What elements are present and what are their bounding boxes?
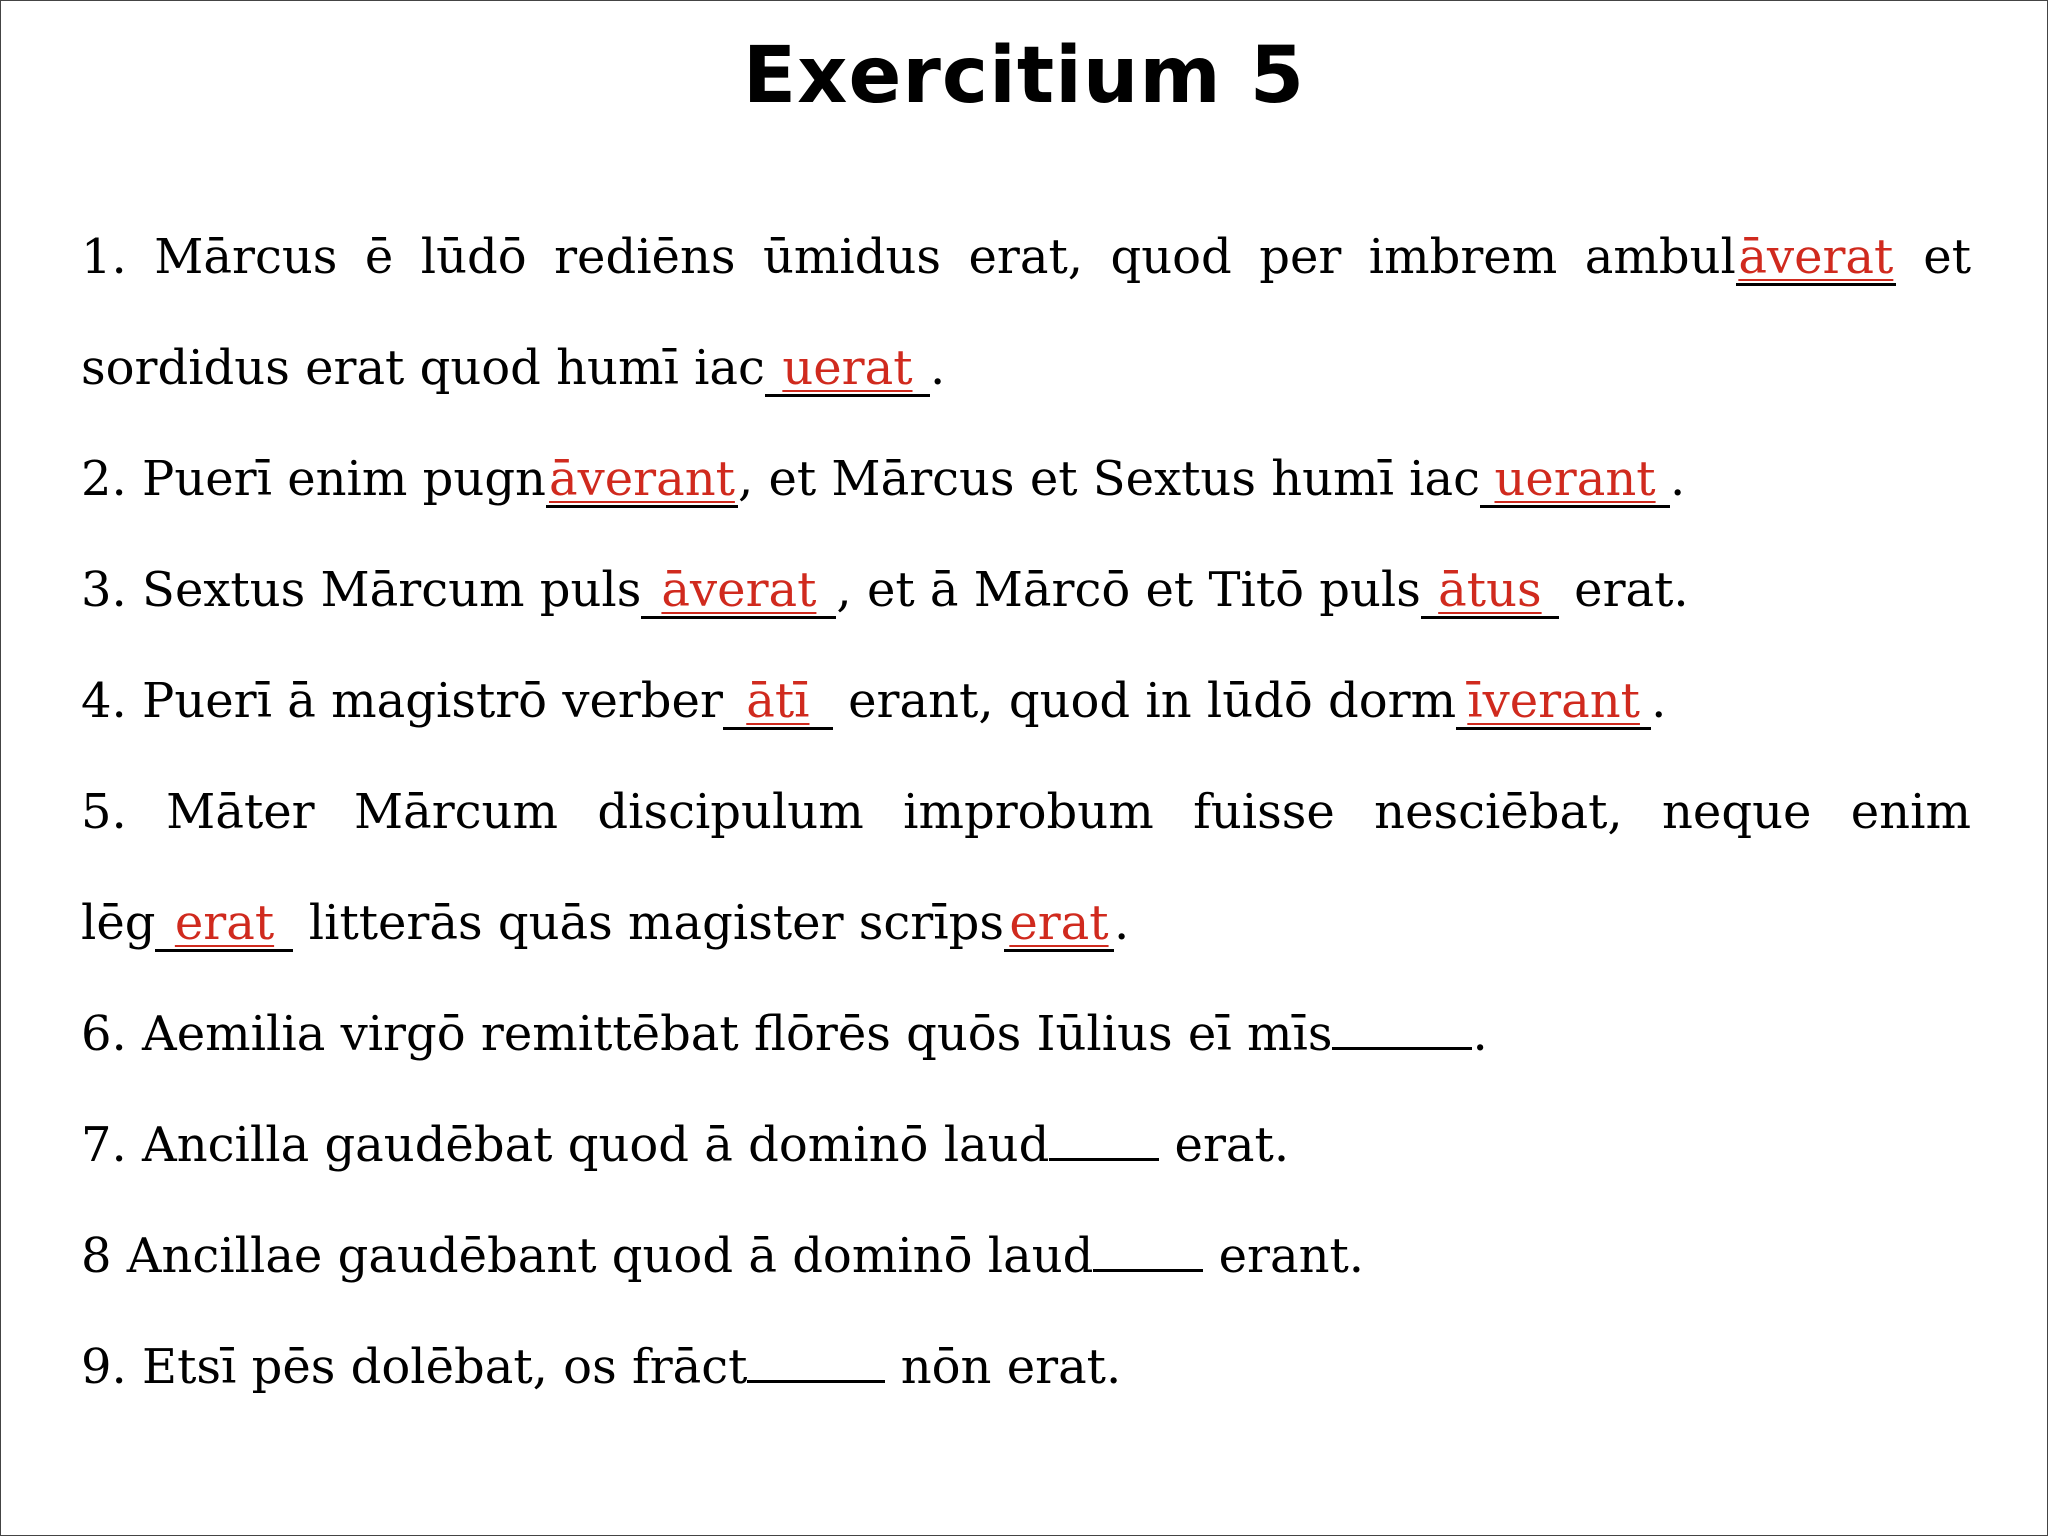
answer-blank[interactable] <box>1421 562 1559 619</box>
exercise-item-8 <box>81 1228 1971 1284</box>
word: quod <box>1110 229 1232 285</box>
word: erat, <box>968 229 1084 285</box>
answer-text: uerant <box>1494 451 1656 507</box>
answer-text: ātī <box>746 673 810 729</box>
sentence-text: , et ā Mārcō et Titō puls <box>836 562 1421 618</box>
sentence-text: 7. Ancilla gaudēbat quod ā dominō laud <box>81 1117 1050 1173</box>
word: fuisse <box>1193 784 1335 840</box>
word: et <box>1923 229 1971 285</box>
sentence-text: 8 Ancillae gaudēbant quod ā dominō laud <box>81 1228 1094 1284</box>
word: neque <box>1662 784 1812 840</box>
sentence-text: . <box>1113 895 1130 951</box>
word: 5. <box>81 784 127 840</box>
sentence-text: . <box>929 340 946 396</box>
answer-blank[interactable] <box>641 562 836 619</box>
sentence-text: lēg <box>81 895 156 951</box>
sentence-text: 9. Etsī pēs dolēbat, os frāct <box>81 1339 748 1395</box>
sentence-text: nōn erat. <box>885 1339 1122 1395</box>
answer-blank[interactable] <box>1456 673 1651 730</box>
page-title: Exercitium 5 <box>742 31 1306 121</box>
answer-blank[interactable] <box>1332 1045 1472 1050</box>
answer-blank[interactable] <box>546 451 738 508</box>
answer-blank[interactable] <box>1049 1156 1159 1161</box>
exercise-item-7 <box>81 1117 1971 1173</box>
word: discipulum <box>597 784 864 840</box>
sentence-text: . <box>1651 673 1667 729</box>
answer-blank[interactable] <box>1093 1267 1203 1272</box>
answer-blank[interactable] <box>747 1378 885 1383</box>
word: rediēns <box>554 229 736 285</box>
exercise-item-5-line-2 <box>81 895 1971 952</box>
exercise-item-5-line-1 <box>81 784 1971 840</box>
sentence-text: 2. Puerī enim pugn <box>81 451 546 507</box>
word: enim <box>1850 784 1971 840</box>
sentence-text: 3. Sextus Mārcum puls <box>81 562 642 618</box>
word: per <box>1259 229 1342 285</box>
sentence-text: erant. <box>1203 1228 1365 1284</box>
answer-text: āverant <box>549 451 735 507</box>
word: lūdō <box>420 229 527 285</box>
word: nesciēbat, <box>1374 784 1623 840</box>
exercise-item-6 <box>81 1006 1971 1062</box>
answer-text: īverant <box>1467 673 1640 729</box>
exercise-item-9 <box>81 1339 1971 1395</box>
word: ē <box>364 229 394 285</box>
exercise-item-4 <box>81 673 1971 730</box>
answer-blank[interactable] <box>1004 895 1114 952</box>
word: ūmidus <box>762 229 942 285</box>
answer-blank[interactable] <box>1736 229 1896 286</box>
sentence-text: 6. Aemilia virgō remittēbat flōrēs quōs Iūlius eī mīs <box>81 1006 1333 1062</box>
answer-text: uerat <box>782 340 913 396</box>
answer-text: ātus <box>1438 562 1542 618</box>
exercise-item-3 <box>81 562 1971 619</box>
sentence-text: . <box>1670 451 1686 507</box>
word: Mārcum <box>353 784 558 840</box>
answer-text: erat <box>174 895 275 951</box>
word: Māter <box>166 784 315 840</box>
sentence-text: erant, quod in lūdō dorm <box>832 673 1457 729</box>
exercise-item-1-line-2 <box>81 340 1971 397</box>
sentence-text: erat. <box>1159 1117 1290 1173</box>
sentence-text: litterās quās magister scrīps <box>293 895 1004 951</box>
exercise-item-1-line-1 <box>81 229 1971 286</box>
verb-stem: ambul <box>1584 229 1736 285</box>
exercise-item-2 <box>81 451 1971 508</box>
answer-blank[interactable] <box>155 895 293 952</box>
word: improbum <box>903 784 1154 840</box>
answer-blank[interactable] <box>723 673 833 730</box>
sentence-text: , et Mārcus et Sextus humī iac <box>737 451 1481 507</box>
word: imbrem <box>1368 229 1558 285</box>
answer-text: erat <box>1009 895 1109 951</box>
word: Mārcus <box>154 229 338 285</box>
sentence-text: sordidus erat quod humī iac <box>81 340 765 396</box>
word-with-blank <box>1584 229 1896 286</box>
answer-blank[interactable] <box>765 340 930 397</box>
answer-text: āverat <box>661 562 817 618</box>
answer-blank[interactable] <box>1480 451 1670 508</box>
sentence-text: . <box>1472 1006 1488 1062</box>
sentence-text: 4. Puerī ā magistrō verber <box>81 673 723 729</box>
answer-text: āverat <box>1738 229 1894 285</box>
sentence-text: erat. <box>1558 562 1689 618</box>
word: 1. <box>81 229 127 285</box>
